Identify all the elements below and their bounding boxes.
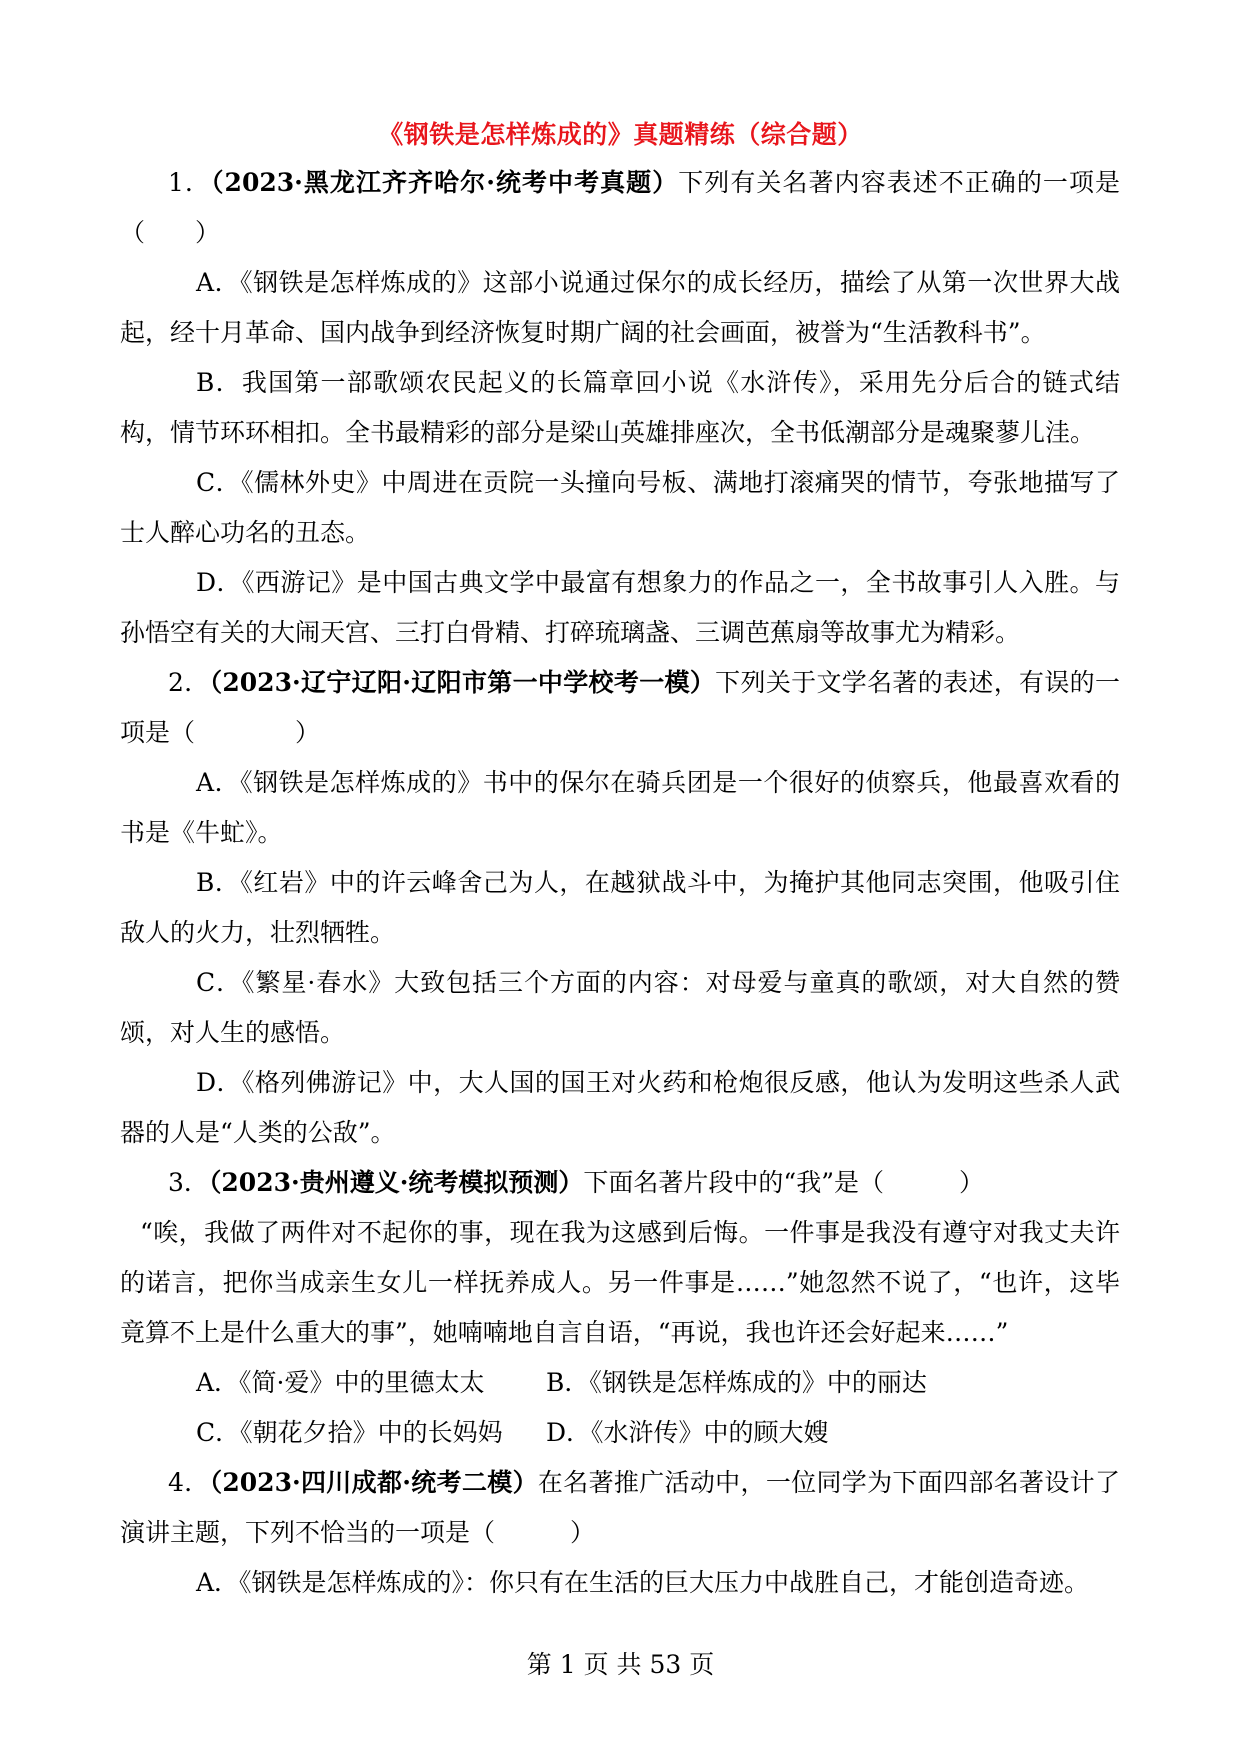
option-b: B．《红岩》中的许云峰舍己为人，在越狱战斗中，为掩护其他同志突围，他吸引住敌人的火力，壮烈牺牲。 [120, 868, 1120, 947]
question-number: 2． [168, 668, 210, 697]
option-row [120, 1408, 1120, 1458]
question-text: 在名著推广活动中，一位同学为下面四部名著设计了演讲主题，下列不恰当的一项是（ ） [120, 1468, 1120, 1547]
option-a: A．《钢铁是怎样炼成的》书中的保尔在骑兵团是一个很好的侦察兵，他最喜欢看的书是《牛虻》。 [120, 768, 1120, 847]
option-c: C．《朝花夕拾》中的长妈妈 [196, 1418, 503, 1447]
quoted-passage: “唉，我做了两件对不起你的事，现在我为这感到后悔。一件事是我没有遵守对我丈夫许的诺言，把你当成亲生女儿一样抚养成人。另一件事是……”她忽然不说了，“也许，这毕竟算不上是什么重大的事”，她喃喃地自言自语，“再说，我也许还会好起来……” [120, 1218, 1120, 1347]
question-source: （2023·辽宁辽阳·辽阳市第一中学校考一模） [209, 668, 716, 697]
option-d: D．《水浒传》中的顾大嫂 [546, 1418, 829, 1447]
option-c: C．《繁星·春水》大致包括三个方面的内容：对母爱与童真的歌颂，对大自然的赞颂，对人生的感悟。 [120, 968, 1120, 1047]
question-source: （2023·四川成都·统考二模） [209, 1468, 538, 1497]
question-list [120, 158, 1120, 1608]
question-source: （2023·贵州遵义·统考模拟预测） [208, 1168, 584, 1197]
question-1 [120, 158, 1120, 658]
question-2 [120, 658, 1120, 1158]
question-number: 3． [168, 1168, 209, 1197]
question-stem [120, 1158, 1120, 1208]
question-number: 4． [168, 1468, 210, 1497]
option-a: A．《钢铁是怎样炼成的》：你只有在生活的巨大压力中战胜自己，才能创造奇迹。 [196, 1568, 1090, 1597]
question-text: 下列有关名著内容表述不正确的一项是（ ） [120, 168, 1120, 247]
document-title: 《钢铁是怎样炼成的》真题精练（综合题） [378, 120, 863, 149]
question-3 [120, 1158, 1120, 1458]
page-footer: 第 1 页 共 53 页 [526, 1650, 715, 1679]
option-row [120, 1358, 1120, 1408]
option-a: A．《简·爱》中的里德太太 [196, 1368, 485, 1397]
option-d: D．《格列佛游记》中，大人国的国王对火药和枪炮很反感，他认为发明这些杀人武器的人是“人类的公敌”。 [120, 1068, 1120, 1147]
question-stem [120, 658, 1120, 758]
question-source: （2023·黑龙江齐齐哈尔·统考中考真题） [211, 168, 679, 197]
question-text: 下列关于文学名著的表述，有误的一项是（ ） [120, 668, 1120, 747]
question-4 [120, 1458, 1120, 1608]
option-a: A．《钢铁是怎样炼成的》这部小说通过保尔的成长经历，描绘了从第一次世界大战起，经十月革命、国内战争到经济恢复时期广阔的社会画面，被誉为“生活教科书”。 [120, 268, 1120, 347]
question-number: 1． [168, 168, 211, 197]
option-d: D．《西游记》是中国古典文学中最富有想象力的作品之一，全书故事引人入胜。与孙悟空有关的大闹天宫、三打白骨精、打碎琉璃盏、三调芭蕉扇等故事尤为精彩。 [120, 568, 1120, 647]
question-stem [120, 1458, 1120, 1558]
option-b: B．我国第一部歌颂农民起义的长篇章回小说《水浒传》，采用先分后合的链式结构，情节环环相扣。全书最精彩的部分是梁山英雄排座次，全书低潮部分是魂聚蓼儿洼。 [120, 368, 1120, 447]
option-c: C．《儒林外史》中周进在贡院一头撞向号板、满地打滚痛哭的情节，夸张地描写了士人醉心功名的丑态。 [120, 468, 1120, 547]
question-text: 下面名著片段中的“我”是（ ） [583, 1168, 984, 1197]
question-stem [120, 158, 1120, 258]
option-b: B．《钢铁是怎样炼成的》中的丽达 [546, 1368, 927, 1397]
